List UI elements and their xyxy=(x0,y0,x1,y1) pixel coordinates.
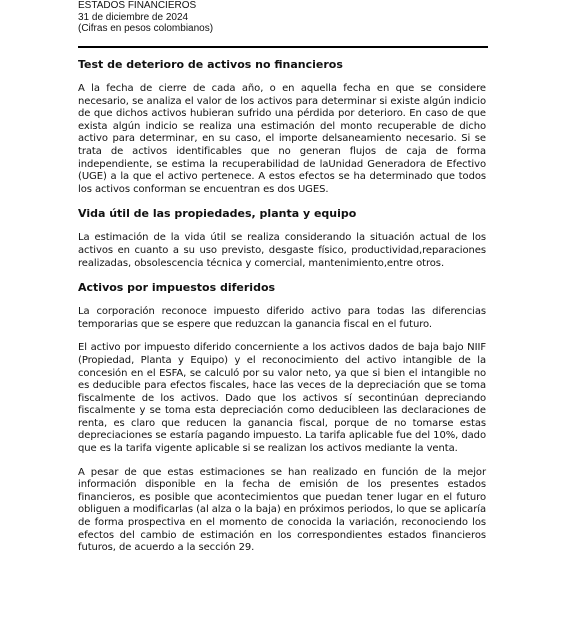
paragraph-deferred-tax-detail: El activo por impuesto diferido concerniente a los activos dados de baja bajo NIIF (Propiedad, Planta y Equipo) y el reconocimiento del activo intangible de la concesión en el ESFA, se calculó por su valor neto, ya que si bien el intangible no es deducible para efectos fiscales, hace las veces de la depreciación que se toma fiscalmente de los activos. Dado que los activos sí secontinúan depreciando fiscalmente y se toma esta depreciación como deducibleen las declaraciones de renta, es claro que reducen la ganancia fiscal, porque de no tomarse estas depreciaciones se estaría pagando impuesto. La tarifa aplicable fue del 10%, dado que es la tarifa vigente aplicable si se realizan los activos mediante la venta. xyxy=(78,342,486,455)
document-body xyxy=(78,58,486,555)
section-heading-deferred-tax: Activos por impuestos diferidos xyxy=(78,281,276,295)
header-title: ESTADOS FINANCIEROS xyxy=(78,0,197,11)
section-heading-impairment: Test de deterioro de activos no financieros xyxy=(78,58,343,71)
paragraph-deferred-tax-intro: La corporación reconoce impuesto diferido activo para todas las diferencias temporarias que se espere que reduzcan la ganancia fiscal en el futuro. xyxy=(78,306,486,330)
paragraph-estimates: A pesar de que estas estimaciones se han realizado en función de la mejor información disponible en la fecha de emisión de los presentes estados financieros, es posible que acontecimientos que puedan tener lugar en el futuro obliguen a modificarlas (al alza o la baja) en próximos periodos, lo que se aplicaría de forma prospectiva en el momento de conocida la variación, reconociendo los efectos del cambio de estimación en los correspondientes estados financieros futuros, de acuerdo a la sección 29. xyxy=(78,466,487,554)
paragraph-useful-life: La estimación de la vida útil se realiza considerando la situación actual de los activos en cuanto a su uso previsto, desgaste físico, productividad,reparaciones realizadas, obsolescencia técnica y comercial, mantenimiento,entre otros. xyxy=(78,232,486,269)
section-heading-useful-life: Vida útil de las propiedades, planta y equipo xyxy=(78,207,357,221)
header-currency-note: (Cifras en pesos colombianos) xyxy=(78,23,214,34)
header-divider xyxy=(78,46,488,48)
header-date: 31 de diciembre de 2024 xyxy=(78,11,189,23)
document-header xyxy=(78,0,488,35)
paragraph-impairment: A la fecha de cierre de cada año, o en aquella fecha en que se considere necesario, se analiza el valor de los activos para determinar si existe algún indicio de que dichos activos hubieran sufrido una pérdida por deterioro. En caso de que exista algún indicio se realiza una estimación del monto recuperable de dicho activo para determinar, en su caso, el importe delsaneamiento necesario. Si se trata de activos identificables que no generan flujos de caja de forma independiente, se estima la recuperabilidad de laUnidad Generadora de Efectivo (UGE) a la que el activo pertenece. A estos efectos se ha determinado que todos los activos conforman se encuentran es dos UGES. xyxy=(78,83,486,195)
